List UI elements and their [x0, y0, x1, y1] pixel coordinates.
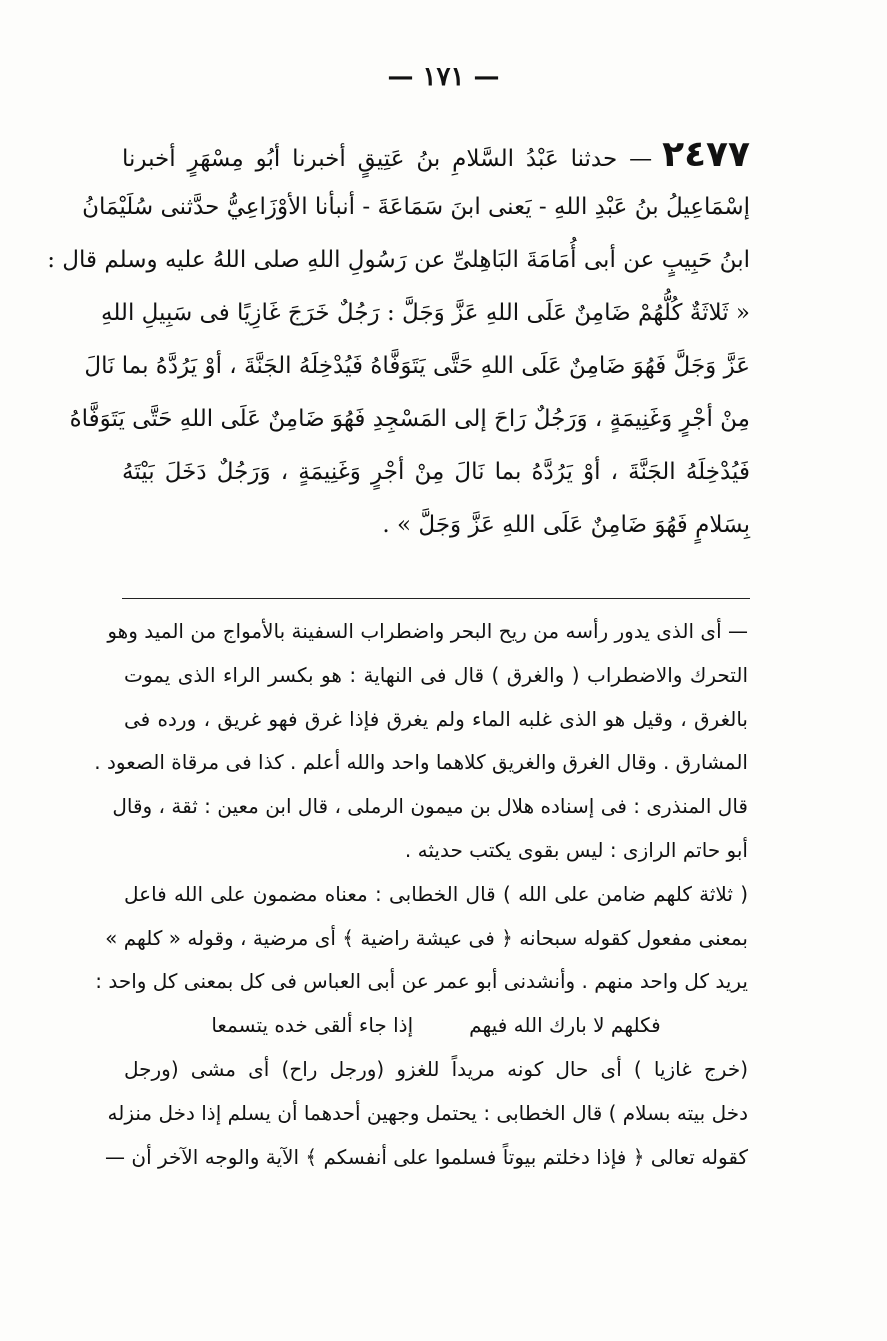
note-line: دخل بيته بسلام ) قال الخطابى : يحتمل وجهين أحدهما أن يسلم إذا دخل منزله — [107, 1100, 748, 1125]
note-line: ( ثلاثة كلهم ضامن على الله ) قال الخطابى : معناه مضمون على الله فاعل — [124, 881, 748, 906]
note-line: التحرك والاضطراب ( والغرق ) قال فى النهاية : هو بكسر الراء الذى يموت — [124, 662, 748, 687]
poem-hemistich-right: فكلهم لا بارك الله فيهم — [469, 1013, 661, 1038]
poem-hemistich-left: إذا جاء ألقى خده يتسمعا — [211, 1013, 414, 1038]
page-number: — ١٧١ — — [387, 62, 500, 92]
hadith-line: إسْمَاعِيلُ بنُ عَبْدِ اللهِ - يَعنى ابنَ سَمَاعَةَ - أنبأنا الأوْزَاعِيُّ حدَّثنى سُلَيْمَانُ — [82, 194, 750, 220]
note-line: — أى الذى يدور رأسه من ريح البحر واضطراب السفينة بالأمواج من الميد وهو — [107, 619, 748, 643]
poem-verse — [124, 1004, 748, 1048]
note-line: أبو حاتم الرازى : ليس بقوى يكتب حديثه . — [404, 837, 748, 862]
footnote-separator — [122, 598, 750, 599]
note-line: بمعنى مفعول كقوله سبحانه ﴿ فى عيشة راضية ﴾ أى مرضية ، وقوله « كلهم » — [105, 925, 748, 950]
note-line: المشارق . وقال الغرق والغريق كلاهما واحد والله أعلم . كذا فى مرقاة الصعود . — [94, 750, 748, 775]
hadith-line — [122, 128, 750, 181]
note-line: يريد كل واحد منهم . وأنشدنى أبو عمر عن أبى العباس فى كل بمعنى كل واحد : — [95, 969, 748, 994]
note-line: (خرج غازيا ) أى حال كونه مريداً للغزو (ورجل راح) أى مشى (ورجل — [124, 1056, 748, 1081]
commentary-notes — [94, 610, 748, 1179]
hadith-line: فَيُدْخِلَهُ الجَنَّةَ ، أوْ يَرُدَّهُ بما نَالَ مِنْ أجْرٍ وَغَنِيمَةٍ ، وَرَجُلٌ دَخَلَ بَيْتَهُ — [122, 459, 750, 485]
hadith-text — [47, 128, 750, 552]
hadith-line-text: — حدثنا عَبْدُ السَّلامِ بنُ عَتِيقٍ أخبرنا أبُو مِسْهَرٍ أخبرنا — [122, 146, 653, 172]
note-line: بالغرق ، وقيل هو الذى غلبه الماء ولم يغرق فإذا غرق فهو غريق ، ورده فى — [124, 706, 748, 731]
note-line: كقوله تعالى ﴿ فإذا دخلتم بيوتاً فسلموا على أنفسكم ﴾ الآية والوجه الآخر أن — — [105, 1144, 748, 1169]
hadith-line: عَزَّ وَجَلَّ فَهُوَ ضَامِنٌ عَلَى اللهِ حَتَّى يَتَوَفَّاهُ فَيُدْخِلَهُ الجَنَّةَ ، أوْ يَرُدَّهُ بما نَالَ — [84, 353, 750, 379]
hadith-line: « ثَلاثَةٌ كُلُّهُمْ ضَامِنٌ عَلَى اللهِ عَزَّ وَجَلَّ : رَجُلٌ خَرَجَ غَازِيًا فى سَبِيلِ اللهِ — [100, 300, 750, 326]
hadith-line: ابنُ حَبِيبٍ عن أبى أُمَامَةَ البَاهِلىِّ عن رَسُولِ اللهِ صلى اللهُ عليه وسلم قال : — [47, 247, 750, 273]
note-line: قال المنذرى : فى إسناده هلال بن ميمون الرملى ، قال ابن معين : ثقة ، وقال — [112, 794, 748, 819]
hadith-number: ٢٤٧٧ — [662, 134, 750, 175]
hadith-line: مِنْ أجْرٍ وَغَنِيمَةٍ ، وَرَجُلٌ رَاحَ إلى المَسْجِدِ فَهُوَ ضَامِنٌ عَلَى اللهِ حَتَّى يَتَوَفَّاهُ — [69, 406, 750, 432]
hadith-line: بِسَلامٍ فَهُوَ ضَامِنٌ عَلَى اللهِ عَزَّ وَجَلَّ » . — [382, 512, 750, 538]
